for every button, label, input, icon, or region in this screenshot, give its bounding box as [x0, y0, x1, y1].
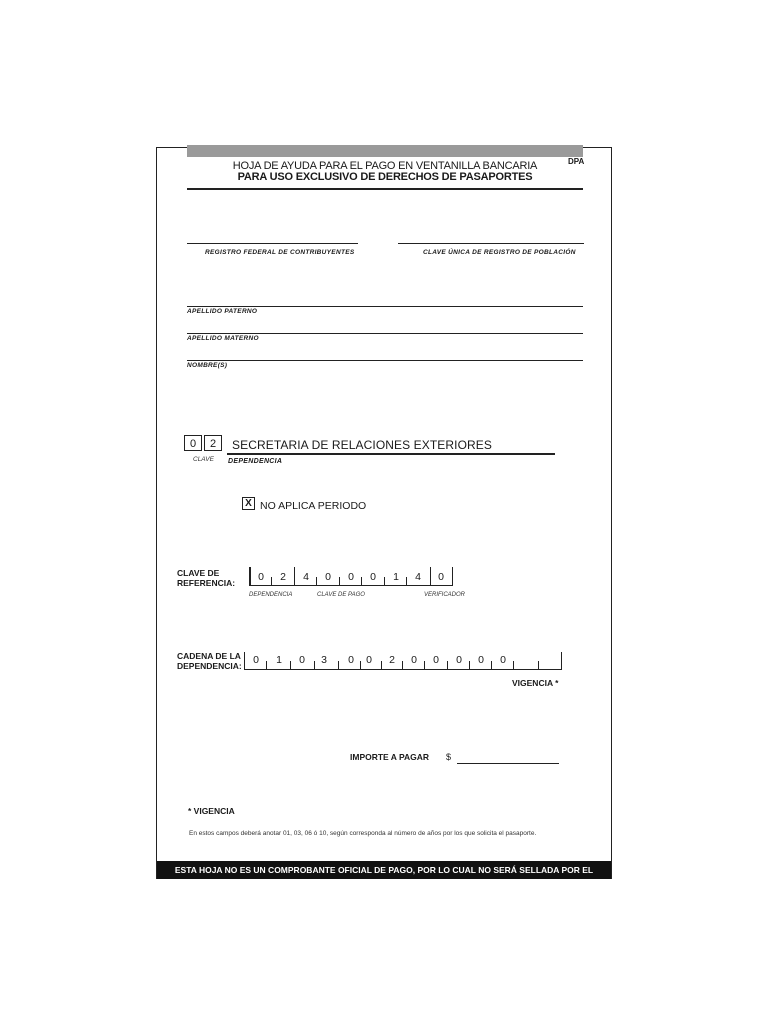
- dependencia-label: DEPENDENCIA: [228, 458, 283, 465]
- rfc-label: REGISTRO FEDERAL DE CONTRIBUYENTES: [205, 249, 355, 256]
- form-title: HOJA DE AYUDA PARA EL PAGO EN VENTANILLA BANCARIA: [232, 160, 538, 172]
- apellido-paterno-label: APELLIDO PATERNO: [187, 308, 258, 315]
- referencia-tick: [452, 567, 453, 586]
- form-code: DPA: [568, 157, 585, 166]
- cadena-tick: [469, 661, 470, 670]
- form-border: [156, 147, 612, 879]
- cadena-digit: 0: [253, 654, 259, 666]
- referencia-tick: [384, 577, 385, 586]
- sub-dependencia-label: DEPENDENCIA: [249, 592, 293, 598]
- header-gray-bar: [187, 145, 583, 157]
- dependencia-underline: [227, 453, 555, 455]
- clave-label: CLAVE: [193, 456, 214, 463]
- cadena-digit: 1: [276, 654, 282, 666]
- footer-banner: ESTA HOJA NO ES UN COMPROBANTE OFICIAL DE PAGO, POR LO CUAL NO SERÁ SELLADA POR EL CAJERO: [157, 861, 611, 879]
- clave-digit-box: 2: [204, 435, 222, 451]
- referencia-digit: 0: [438, 571, 444, 583]
- referencia-tick: [316, 577, 317, 586]
- referencia-label-2: REFERENCIA:: [177, 578, 236, 588]
- cadena-digit: 0: [348, 654, 354, 666]
- curp-label: CLAVE ÚNICA DE REGISTRO DE POBLACIÓN: [423, 249, 576, 256]
- sub-clave-pago-label: CLAVE DE PAGO: [317, 592, 365, 598]
- cadena-tick: [491, 661, 492, 670]
- referencia-tick: [271, 577, 272, 586]
- referencia-label-1: CLAVE DE: [177, 568, 220, 578]
- referencia-tick: [430, 567, 431, 586]
- cadena-digit: 0: [478, 654, 484, 666]
- cadena-digit: 2: [389, 654, 395, 666]
- cadena-tick: [447, 661, 448, 670]
- cadena-tick: [561, 652, 562, 670]
- cadena-digit: 3: [321, 654, 327, 666]
- curp-field[interactable]: [398, 243, 584, 244]
- cadena-tick: [244, 652, 245, 670]
- referencia-digit: 1: [393, 571, 399, 583]
- referencia-tick: [249, 567, 251, 586]
- referencia-tick: [294, 567, 295, 586]
- referencia-digit: 0: [258, 571, 264, 583]
- cadena-tick: [424, 661, 425, 670]
- importe-label: IMPORTE A PAGAR: [350, 752, 430, 762]
- cadena-tick: [513, 661, 514, 670]
- cadena-tick: [314, 661, 315, 670]
- cadena-digit: 0: [433, 654, 439, 666]
- importe-field[interactable]: [457, 763, 559, 764]
- no-aplica-periodo-checkbox[interactable]: X: [242, 497, 255, 510]
- nota-title: * VIGENCIA: [188, 806, 235, 816]
- form-subtitle: PARA USO EXCLUSIVO DE DERECHOS DE PASAPORTES: [237, 171, 533, 183]
- currency-symbol: $: [446, 752, 452, 762]
- apellido-materno-label: APELLIDO MATERNO: [187, 335, 259, 342]
- referencia-tick: [406, 577, 407, 586]
- clave-digit-box: 0: [184, 435, 202, 451]
- apellido-paterno-field[interactable]: [187, 306, 583, 307]
- vigencia-label: VIGENCIA *: [512, 678, 559, 688]
- cadena-digit: 0: [500, 654, 506, 666]
- referencia-baseline: [249, 585, 453, 586]
- referencia-tick: [339, 577, 340, 586]
- referencia-digit: 2: [280, 571, 286, 583]
- cadena-digit: 0: [411, 654, 417, 666]
- nombre-field[interactable]: [187, 360, 583, 361]
- cadena-tick: [338, 661, 339, 670]
- referencia-digit: 0: [370, 571, 376, 583]
- apellido-materno-field[interactable]: [187, 333, 583, 334]
- cadena-tick: [266, 661, 267, 670]
- cadena-label-2: DEPENDENCIA:: [177, 661, 242, 671]
- cadena-digit: 0: [456, 654, 462, 666]
- cadena-baseline: [244, 669, 562, 670]
- cadena-digit: 0: [366, 654, 372, 666]
- referencia-tick: [361, 577, 362, 586]
- referencia-digit: 0: [325, 571, 331, 583]
- cadena-tick: [381, 661, 382, 670]
- referencia-digit: 4: [415, 571, 421, 583]
- cadena-digit: 0: [299, 654, 305, 666]
- cadena-tick: [290, 661, 291, 670]
- cadena-tick: [360, 661, 361, 670]
- title-underline: [187, 188, 583, 190]
- dependencia-name: SECRETARIA DE RELACIONES EXTERIORES: [232, 438, 493, 452]
- sub-verificador-label: VERIFICADOR: [424, 592, 466, 598]
- cadena-tick: [402, 661, 403, 670]
- referencia-digit: 0: [348, 571, 354, 583]
- referencia-digit: 4: [303, 571, 309, 583]
- nombre-label: NOMBRE(S): [187, 362, 228, 369]
- cadena-tick: [538, 661, 539, 670]
- nota-text: En estos campos deberá anotar 01, 03, 06 ó 10, según corresponda al número de años por los que solicita el pasaporte.: [189, 830, 537, 837]
- rfc-field[interactable]: [187, 243, 358, 244]
- no-aplica-periodo-label: NO APLICA PERIODO: [260, 500, 367, 512]
- cadena-label-1: CADENA DE LA: [177, 651, 241, 661]
